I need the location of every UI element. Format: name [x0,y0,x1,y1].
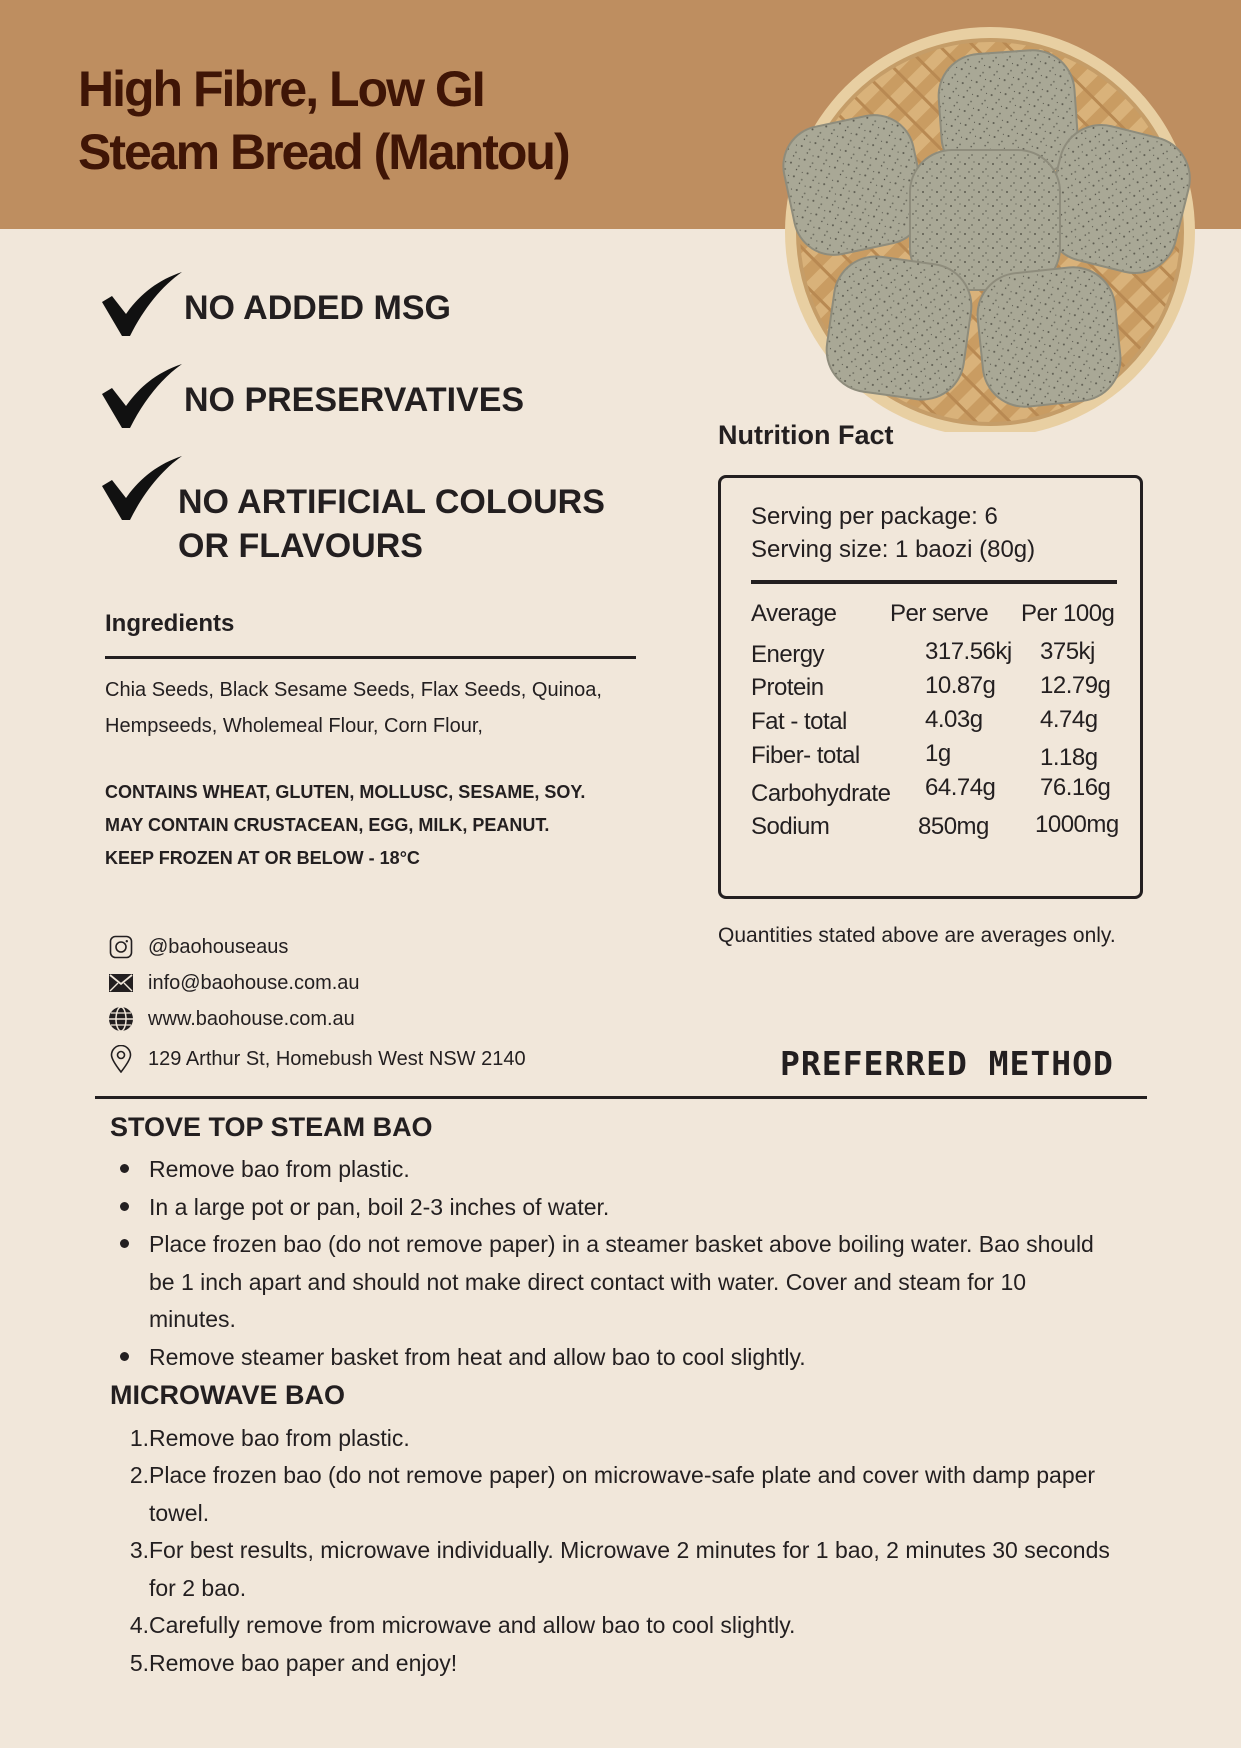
bullet-icon [120,1239,129,1248]
claim-line-2: OR FLAVOURS [178,527,423,565]
nutrient-per-serve: 1g [925,740,951,767]
microwave-step [149,1607,795,1645]
step-line: In a large pot or pan, boil 2-3 inches of water. [149,1194,610,1220]
microwave-step [149,1457,1095,1532]
nutrient-per-serve: 4.03g [925,706,983,733]
bullet-icon [120,1202,129,1211]
contact-website[interactable] [108,1006,355,1032]
nutrient-name: Protein [751,674,824,701]
claim-no-msg [100,272,451,338]
nutrient-name: Energy [751,641,825,668]
step-line: Remove bao from plastic. [149,1156,410,1182]
nutrient-per-serve: 10.87g [925,672,996,699]
ingredients-line-1: Chia Seeds, Black Sesame Seeds, Flax Seeds, Quinoa, [105,679,602,701]
claim-no-preservatives [100,364,524,430]
website-url[interactable]: www.baohouse.com.au [148,1007,355,1030]
nutrient-name: Fat - total [751,708,847,735]
address-text: 129 Arthur St, Homebush West NSW 2140 [148,1047,526,1070]
stove-step [149,1151,410,1189]
nutrient-per-100g: 76.16g [1040,774,1111,801]
product-photo [780,20,1200,432]
email-address[interactable]: info@baohouse.com.au [148,971,360,994]
storage-instruction: KEEP FROZEN AT OR BELOW - 18°C [105,848,420,868]
contact-email[interactable] [108,970,360,996]
claim-no-artificial [100,456,605,568]
contact-address [108,1046,526,1072]
ingredients-heading: Ingredients [105,610,235,637]
title-line-2: Steam Bread (Mantou) [78,124,569,180]
nutrient-per-serve: 64.74g [925,774,996,801]
stove-heading: STOVE TOP STEAM BAO [110,1112,433,1142]
checkmark-icon [100,364,184,430]
ingredients-divider [105,656,636,659]
claim-text: NO PRESERVATIVES [184,381,525,419]
stove-step [149,1226,1094,1339]
method-divider [95,1096,1147,1099]
step-line: Remove bao paper and enjoy! [149,1650,458,1676]
nutrient-per-100g: 4.74g [1040,706,1098,733]
instagram-handle[interactable]: @baohouseaus [148,935,289,958]
page-title [78,58,569,184]
nutrient-per-serve: 850mg [918,813,989,840]
step-line: Remove bao from plastic. [149,1425,410,1451]
nutrient-per-100g: 375kj [1040,638,1095,665]
servings-per-package: Serving per package: 6 [751,503,998,530]
stove-step [149,1339,806,1377]
step-line: Place frozen bao (do not remove paper) on microwave-safe plate and cover with damp paper [149,1462,1096,1488]
step-number: 5. [129,1650,149,1676]
globe-icon [108,1006,134,1032]
nutrition-header-per-100g: Per 100g [1021,600,1115,627]
step-line: Remove steamer basket from heat and allow bao to cool slightly. [149,1344,806,1370]
claim-line-1: NO ARTIFICIAL COLOURS [178,483,605,521]
nutrition-header-per-serve: Per serve [890,600,989,627]
step-number: 3. [129,1537,149,1563]
envelope-icon [108,970,134,996]
microwave-heading: MICROWAVE BAO [110,1380,345,1410]
nutrient-name: Sodium [751,813,830,840]
nutrient-name: Carbohydrate [751,780,891,807]
step-line: For best results, microwave individually. Microwave 2 minutes for 1 bao, 2 minutes 30 seconds [149,1537,1110,1563]
step-line: be 1 inch apart and should not make direct contact with water. Cover and steam for 10 [149,1268,1027,1295]
step-line: minutes. [149,1306,236,1332]
bullet-icon [120,1352,129,1361]
checkmark-icon [100,272,184,338]
instagram-icon [108,934,134,960]
title-line-1: High Fibre, Low GI [78,61,484,117]
allergen-contains: CONTAINS WHEAT, GLUTEN, MOLLUSC, SESAME, SOY. [105,782,586,802]
microwave-step [149,1645,457,1683]
location-pin-icon [108,1046,134,1072]
microwave-step [149,1532,1110,1607]
nutrition-note: Quantities stated above are averages only. [718,924,1116,947]
nutrient-per-100g: 12.79g [1040,672,1111,699]
nutrition-heading: Nutrition Fact [718,420,894,450]
microwave-step [149,1420,410,1458]
step-line: for 2 bao. [149,1574,247,1601]
step-line: Carefully remove from microwave and allow bao to cool slightly. [149,1612,796,1638]
preferred-method-label: PREFERRED METHOD [780,1044,1114,1083]
nutrient-per-100g: 1000mg [1035,811,1119,838]
contact-instagram[interactable] [108,934,288,960]
nutrient-name: Fiber- total [751,742,860,769]
stove-step [149,1189,609,1227]
claim-text: NO ADDED MSG [184,289,451,327]
allergen-may-contain: MAY CONTAIN CRUSTACEAN, EGG, MILK, PEANUT. [105,815,550,835]
nutrient-per-serve: 317.56kj [925,638,1012,665]
step-number: 2. [129,1462,149,1488]
ingredients-line-2: Hempseeds, Wholemeal Flour, Corn Flour, [105,715,483,737]
nutrition-divider [751,580,1117,584]
serving-size: Serving size: 1 baozi (80g) [751,536,1036,563]
checkmark-icon [100,456,184,522]
nutrition-header-average: Average [751,600,837,627]
bullet-icon [120,1164,129,1173]
step-line: towel. [149,1499,210,1526]
step-line: Place frozen bao (do not remove paper) in a steamer basket above boiling water. Bao should [149,1231,1094,1257]
nutrient-per-100g: 1.18g [1040,744,1098,771]
ingredients-list [105,672,665,744]
step-number: 4. [129,1612,149,1638]
claim-text [178,480,605,568]
step-number: 1. [129,1425,149,1451]
